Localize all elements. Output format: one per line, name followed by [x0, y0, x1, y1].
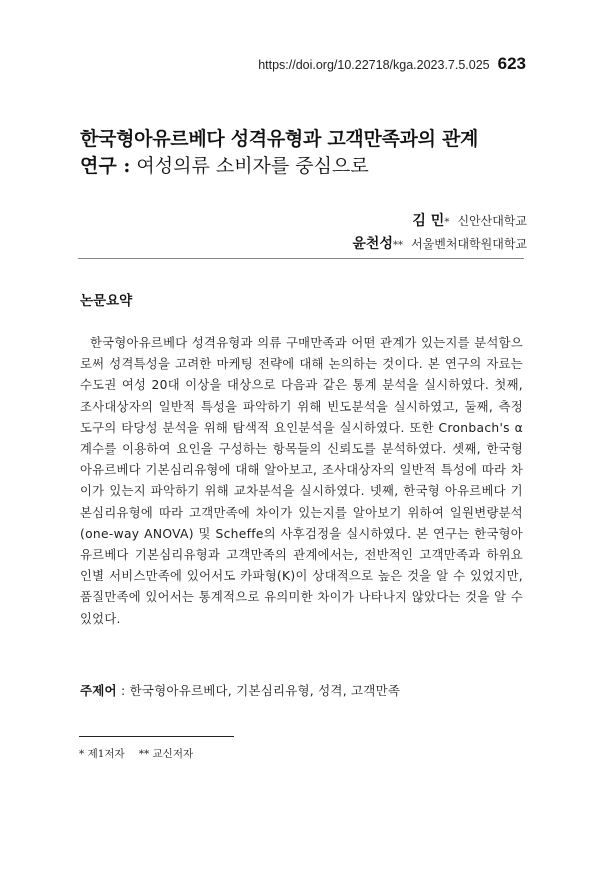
keywords [80, 681, 523, 699]
keywords-label: 주제어 [80, 683, 117, 698]
author-mark: ** [392, 240, 403, 251]
paper-title [80, 126, 530, 180]
title-line-2 [80, 153, 530, 180]
title-line-2-rest: 여성의류 소비자를 중심으로 [130, 155, 369, 177]
keywords-separator: : [116, 683, 130, 698]
footnotes [79, 746, 193, 761]
page-number: 623 [497, 54, 526, 73]
title-line-2-bold: 연구 : [80, 155, 131, 177]
author-2 [352, 231, 527, 254]
abstract-body: 한국형아유르베다 성격유형과 의류 구매만족과 어떤 관계가 있는지를 분석함으로써 성격특성을 고려한 마케팅 전략에 대해 논의하는 것이다. 본 연구의 자료는 수도권 여성 20대 이상을 대상으로 다음과 같은 통계 분석을 실시하였다. 첫째, 조사대상자의 일반적 특성을 파악하기 위해 빈도분석을 실시하였고, 둘째, 측정도구의 타당성 분석을 위해 탐색적 요인분석을 실시하였다. 또한 Cronbach's α 계수를 이용하여 요인을 구성하는 항목들의 신뢰도를 분석하였다. 셋째, 한국형 아유르베다 기본심리유형에 대해 알아보고, 조사대상자의 일반적 특성에 따라 차이가 있는지 파악하기 위해 교차분석을 실시하였다. 넷째, 한국형 아유르베다 기본심리유형에 따라 고객만족에 차이가 있는지를 알아보기 위하여 일원변량분석(one-way ANOVA) 및 Scheffe의 사후검정을 실시하였다. 본 연구는 한국형아유르베다 기본심리유형과 고객만족의 관계에서는, 전반적인 고객만족과 하위요인별 서비스만족에 있어서도 카파형(K)이 상대적으로 높은 것을 알 수 있었지만, 품질만족에 있어서는 통계적으로 유의미한 차이가 나타나지 않았다는 것을 알 수 있었다. [80, 336, 523, 626]
author-1 [352, 208, 527, 231]
page-header [258, 54, 526, 74]
doi-link[interactable]: https://doi.org/10.22718/kga.2023.7.5.025 [258, 58, 490, 72]
footnote-divider [79, 736, 234, 737]
author-mark: * [444, 217, 450, 228]
footnote-corresponding-author: ** 교신저자 [138, 748, 194, 760]
footnote-first-author: * 제1저자 [79, 748, 125, 760]
abstract-heading: 논문요약 [80, 293, 133, 309]
header-divider [78, 258, 524, 259]
author-name: 김 민 [412, 213, 445, 229]
author-name: 윤천성 [352, 236, 393, 252]
author-list [352, 208, 527, 254]
title-line-1: 한국형아유르베다 성격유형과 고객만족과의 관계 [80, 128, 479, 150]
keywords-text: 한국형아유르베다, 기본심리유형, 성격, 고객만족 [129, 683, 401, 698]
author-affiliation: 서울벤처대학원대학교 [411, 237, 527, 251]
author-affiliation: 신안산대학교 [457, 214, 527, 228]
